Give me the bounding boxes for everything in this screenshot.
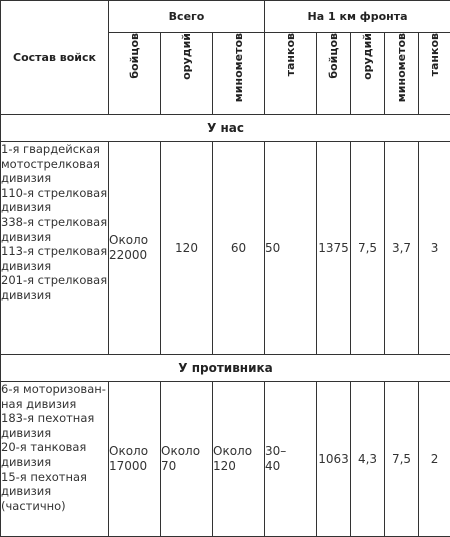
km-tanks-cell: 3 bbox=[419, 142, 450, 355]
unit-line: дивизия bbox=[1, 455, 108, 470]
units-cell bbox=[1, 382, 109, 537]
unit-line: дивизия bbox=[1, 200, 108, 215]
soldiers-cell: Около 17000 bbox=[109, 382, 161, 537]
unit-line: дивизия bbox=[1, 288, 108, 303]
unit-line: мотострелковая bbox=[1, 157, 108, 172]
unit-line: 113-я стрелковая bbox=[1, 244, 108, 259]
col-header-guns: орудий bbox=[161, 33, 213, 115]
km-soldiers-cell: 1063 bbox=[317, 382, 351, 537]
km-soldiers-cell: 1375 bbox=[317, 142, 351, 355]
unit-line: дивизия bbox=[1, 171, 108, 186]
col-header-soldiers: бойцов bbox=[109, 33, 161, 115]
unit-line: дивизия bbox=[1, 426, 108, 441]
table-row bbox=[1, 382, 450, 537]
mortars-cell: 60 bbox=[213, 142, 265, 355]
col-header-km-tanks: танков bbox=[419, 33, 450, 115]
unit-line: ная дивизия bbox=[1, 397, 108, 412]
tanks-cell: 50 bbox=[265, 142, 317, 355]
col-header-km-soldiers: бойцов bbox=[317, 33, 351, 115]
mortars-cell: Около 120 bbox=[213, 382, 265, 537]
composition-header: Состав войск bbox=[1, 1, 109, 115]
col-header-mortars: минометов bbox=[213, 33, 265, 115]
unit-line: 201-я стрелковая bbox=[1, 273, 108, 288]
tanks-cell: 30– 40 bbox=[265, 382, 317, 537]
per-km-header: На 1 км фронта bbox=[265, 1, 450, 33]
col-header-tanks: танков bbox=[265, 33, 317, 115]
section-title: У противника bbox=[1, 355, 450, 382]
unit-line: 338-я стрелковая bbox=[1, 215, 108, 230]
soldiers-cell: Около 22000 bbox=[109, 142, 161, 355]
guns-cell: 120 bbox=[161, 142, 213, 355]
unit-line: 110-я стрелковая bbox=[1, 186, 108, 201]
unit-line: 20-я танковая bbox=[1, 440, 108, 455]
unit-line: 6-я моторизован- bbox=[1, 382, 108, 397]
col-header-km-mortars: минометов bbox=[385, 33, 419, 115]
unit-line: дивизия bbox=[1, 259, 108, 274]
km-guns-cell: 7,5 bbox=[351, 142, 385, 355]
table-row bbox=[1, 142, 450, 355]
section-title: У нас bbox=[1, 115, 450, 142]
km-mortars-cell: 7,5 bbox=[385, 382, 419, 537]
unit-line: (частично) bbox=[1, 499, 108, 514]
total-header: Всего bbox=[109, 1, 265, 33]
section-row-ours bbox=[1, 115, 450, 142]
unit-line: дивизия bbox=[1, 484, 108, 499]
unit-line: дивизия bbox=[1, 230, 108, 245]
km-tanks-cell: 2 bbox=[419, 382, 450, 537]
km-guns-cell: 4,3 bbox=[351, 382, 385, 537]
unit-line: 183-я пехотная bbox=[1, 411, 108, 426]
units-cell bbox=[1, 142, 109, 355]
unit-line: 1-я гвардейская bbox=[1, 142, 108, 157]
unit-line: 15-я пехотная bbox=[1, 470, 108, 485]
col-header-km-guns: орудий bbox=[351, 33, 385, 115]
guns-cell: Около 70 bbox=[161, 382, 213, 537]
header-row-top bbox=[1, 1, 450, 33]
km-mortars-cell: 3,7 bbox=[385, 142, 419, 355]
section-row-enemy bbox=[1, 355, 450, 382]
